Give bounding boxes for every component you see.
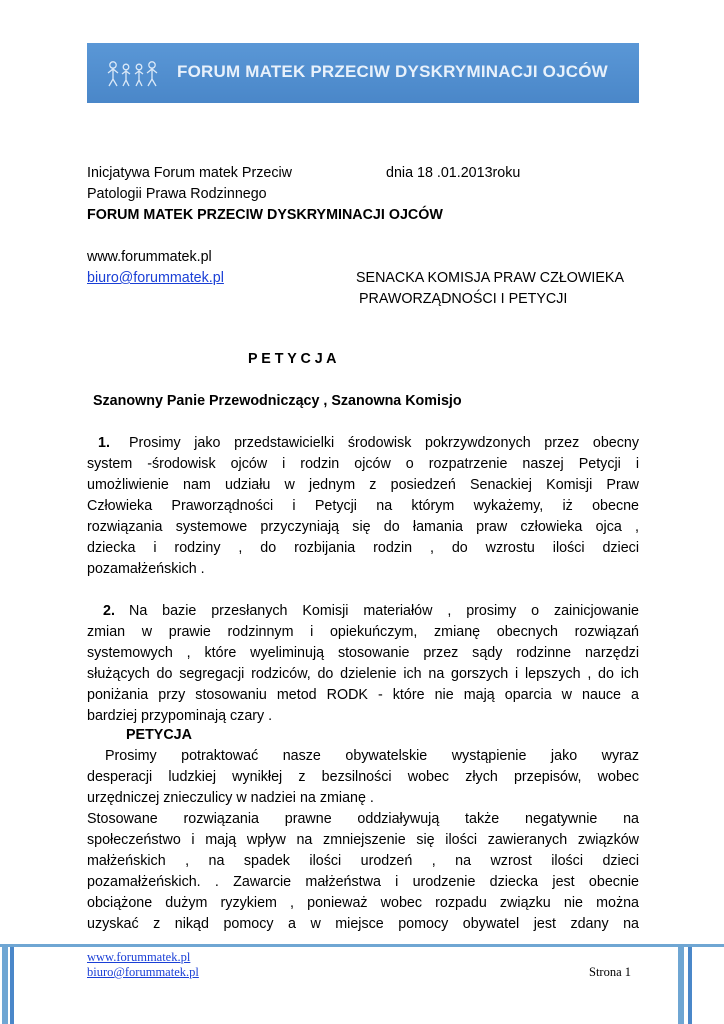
email-link[interactable]: biuro@forummatek.pl xyxy=(87,270,224,286)
paragraph-line: pozamałżeńskich . xyxy=(87,561,205,577)
petition-title: P E T Y C J A xyxy=(248,351,337,367)
footer-right-bar-inner xyxy=(688,947,692,1024)
header-banner xyxy=(87,43,639,103)
banner-title: FORUM MATEK PRZECIW DYSKRYMINACJI OJCÓW xyxy=(177,62,608,81)
website-text: www.forummatek.pl xyxy=(87,249,212,265)
point-number-1: 1. xyxy=(98,435,110,451)
paragraph-line: dziecka i rodziny , do rozbijania rodzin , do wzrostu ilości dzieci xyxy=(87,540,639,556)
paragraph-line: rozwiązania systemowe przyczyniają się do łamania praw człowieka ojca , xyxy=(87,519,639,535)
family-figures-icon xyxy=(105,59,161,89)
initiative-line-2: Patologii Prawa Rodzinnego xyxy=(87,186,267,202)
paragraph-line: Człowieka Praworządności i Petycji na którym wykażemy, iż obecne xyxy=(87,498,639,514)
paragraph-line: służących do segregacji rodziców, do dzielenie ich na gorszych i lepszych , do ich xyxy=(87,666,639,682)
paragraph-line: Prosimy jako przedstawicielki środowisk pokrzywdzonych przez obecny xyxy=(129,435,639,451)
body-line: Stosowane rozwiązania prawne oddziaływują także negatywnie na xyxy=(87,811,639,827)
body-line: desperacji ludzkiej wynikłej z bezsilności wobec złych przepisów, wobec xyxy=(87,769,639,785)
footer-left-bar xyxy=(2,947,8,1024)
paragraph-line: bardziej przypominają czary . xyxy=(87,708,273,724)
salutation: Szanowny Panie Przewodniczący , Szanowna Komisjo xyxy=(93,393,462,409)
paragraph-1 xyxy=(87,433,639,580)
recipient-line-1: SENACKA KOMISJA PRAW CZŁOWIEKA xyxy=(356,270,624,286)
footer-right-bar xyxy=(678,947,684,1024)
paragraph-line: system -środowisk ojców i rodzin ojców o rozpatrzenie naszej Petycji i xyxy=(87,456,639,472)
body-line: urzędniczej znieczulicy w nadziei na zmianę . xyxy=(87,790,374,806)
section-title: PETYCJA xyxy=(126,727,192,743)
paragraph-line: umożliwienie nam udziału w jednym z posiedzeń Senackiej Komisji Praw xyxy=(87,477,639,493)
body-line: pozamałżeńskich. . Zawarcie małżeństwa i urodzenie dziecka jest obecnie xyxy=(87,874,639,890)
body-line: społeczeństwo i mają wpływ na zmniejszenie się ilości zawieranych związków xyxy=(87,832,639,848)
paragraph-2 xyxy=(87,601,639,727)
body-line: uzyskać z nikąd pomocy a w miejsce pomocy obywatel jest zdany na xyxy=(87,916,639,932)
paragraph-line: systemowych , które wyeliminują stosowanie przez sądy rodzinne narzędzi xyxy=(87,645,639,661)
petition-body xyxy=(87,746,639,935)
footer-website-link[interactable]: www.forummatek.pl xyxy=(87,950,191,964)
paragraph-line: poniżania przy stosowaniu metod RODK - które nie mają oparcia w nauce a xyxy=(87,687,639,703)
page-number: Strona 1 xyxy=(589,965,632,979)
body-line: małżeńskich , na spadek ilości urodzeń , na wzrost ilości dzieci xyxy=(87,853,639,869)
organization-name: FORUM MATEK PRZECIW DYSKRYMINACJI OJCÓW xyxy=(87,207,443,223)
document-date: dnia 18 .01.2013roku xyxy=(386,165,521,181)
body-line: obciążone dużym ryzykiem , ponieważ wobec rozpadu związku nie można xyxy=(87,895,639,911)
paragraph-line: Na bazie przesłanych Komisji materiałów , prosimy o zainicjowanie xyxy=(129,603,639,619)
point-number-2: 2. xyxy=(103,603,115,619)
recipient-line-2: PRAWORZĄDNOŚCI I PETYCJI xyxy=(359,291,568,307)
body-line: Prosimy potraktować nasze obywatelskie wystąpienie jako wyraz xyxy=(105,748,639,764)
footer-email-link[interactable]: biuro@forummatek.pl xyxy=(87,965,199,979)
paragraph-line: zmian w prawie rodzinnym i opiekuńczym, zmianę obecnych rozwiązań xyxy=(87,624,639,640)
footer-left-bar-inner xyxy=(10,947,14,1024)
footer-divider xyxy=(0,944,724,947)
initiative-line-1: Inicjatywa Forum matek Przeciw xyxy=(87,165,292,181)
